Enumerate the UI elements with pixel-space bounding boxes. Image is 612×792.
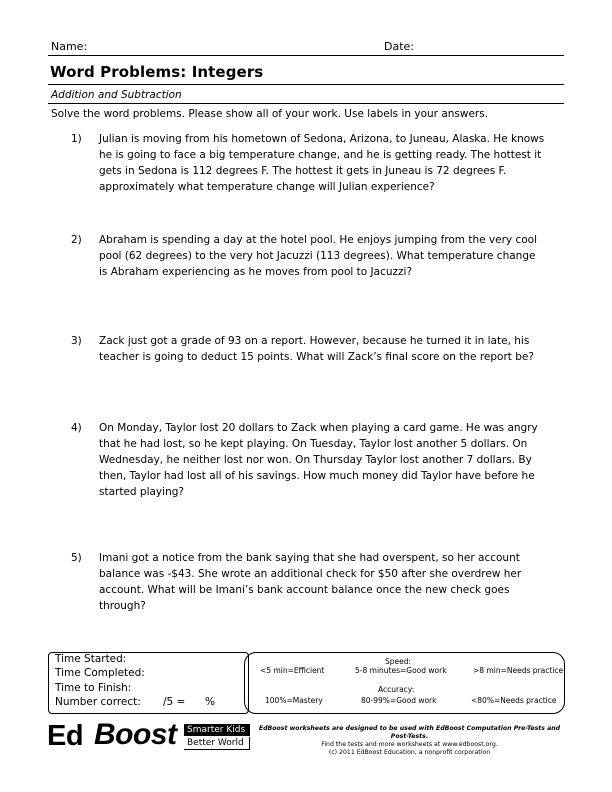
- speed-efficient: <5 min=Efficient: [260, 666, 325, 675]
- problem-number: 3): [71, 335, 82, 347]
- speed-needs-practice: >8 min=Needs practice: [473, 666, 564, 675]
- time-completed-label: Time Completed:: [55, 667, 145, 679]
- credit-line-3: (c) 2011 EdBoost Education, a nonprofit corporation: [328, 749, 491, 756]
- header-rule-bottom: [48, 103, 564, 104]
- accuracy-mastery: 100%=Mastery: [265, 696, 323, 705]
- speed-label: Speed:: [385, 657, 412, 666]
- speed-good-work: 5-8 minutes=Good work: [355, 666, 447, 675]
- problem-number: 4): [71, 422, 82, 434]
- name-label: Name:: [51, 40, 88, 53]
- date-label: Date:: [384, 40, 414, 53]
- scoring-rubric-box: [244, 652, 565, 714]
- percent-label: %: [205, 696, 215, 708]
- accuracy-good-work: 80-99%=Good work: [361, 696, 437, 705]
- accuracy-needs-practice: <80%=Needs practice: [471, 696, 557, 705]
- accuracy-label: Accuracy:: [378, 685, 415, 694]
- tagline-smarter-kids: Smarter Kids: [184, 724, 250, 736]
- time-tracking-box: [48, 652, 249, 714]
- credit-line-1: EdBoost worksheets are designed to be used with EdBoost Computation Pre-Tests and Post-Tests.: [258, 725, 561, 740]
- problem-text: Zack just got a grade of 93 on a report. However, because he turned it in late, his teacher is going to deduct 15 points. What will Zack’s final score on the report be?: [99, 335, 534, 363]
- header-rule-mid: [48, 84, 564, 85]
- problem-text: On Monday, Taylor lost 20 dollars to Zack when playing a card game. He was angry that he had lost, so he kept playing. On Tuesday, Taylor lost another 5 dollars. On Wednesday, he neither lost nor won. On Thursday Taylor lost another 7 dollars. By then, Taylor had lost all of his savings. How much money did Taylor have before he started playing?: [99, 422, 538, 498]
- time-started-label: Time Started:: [55, 653, 127, 665]
- header-rule-top: [48, 55, 564, 56]
- problem-number: 2): [71, 234, 82, 246]
- problem-text: Imani got a notice from the bank saying that she had overspent, so her account balance was -$43. She wrote an additional check for $50 after she overdrew her account. What will be Imani’s bank account balance once the new check goes through?: [99, 552, 522, 612]
- problem-number: 5): [71, 552, 82, 564]
- edboost-logo-ed: Ed: [47, 720, 84, 752]
- time-to-finish-label: Time to Finish:: [55, 682, 132, 694]
- problem-number: 1): [71, 133, 82, 145]
- credits-block: [257, 725, 562, 757]
- page-subtitle: Addition and Subtraction: [51, 89, 182, 101]
- tagline-better-world: Better World: [184, 737, 250, 750]
- credit-line-2: Find the tests and more worksheets at www.edboost.org.: [321, 741, 498, 748]
- edboost-logo-boost: Boost: [94, 718, 177, 751]
- problem-text: Abraham is spending a day at the hotel pool. He enjoys jumping from the very cool pool (62 degrees) to the very hot Jacuzzi (113 degrees). What temperature change is Abraham experiencing as he moves from pool to Jacuzzi?: [99, 234, 538, 278]
- instructions: Solve the word problems. Please show all of your work. Use labels in your answers.: [51, 108, 489, 120]
- page-title: Word Problems: Integers: [50, 63, 264, 81]
- out-of-five-label: /5 =: [163, 696, 186, 708]
- problem-text: Julian is moving from his hometown of Sedona, Arizona, to Juneau, Alaska. He knows he is going to face a big temperature change, and he is getting ready. The hottest it gets in Sedona is 112 degrees F. The hottest it gets in Juneau is 72 degrees F. approximately what temperature change will Julian experience?: [99, 133, 545, 193]
- number-correct-label: Number correct:: [55, 696, 141, 708]
